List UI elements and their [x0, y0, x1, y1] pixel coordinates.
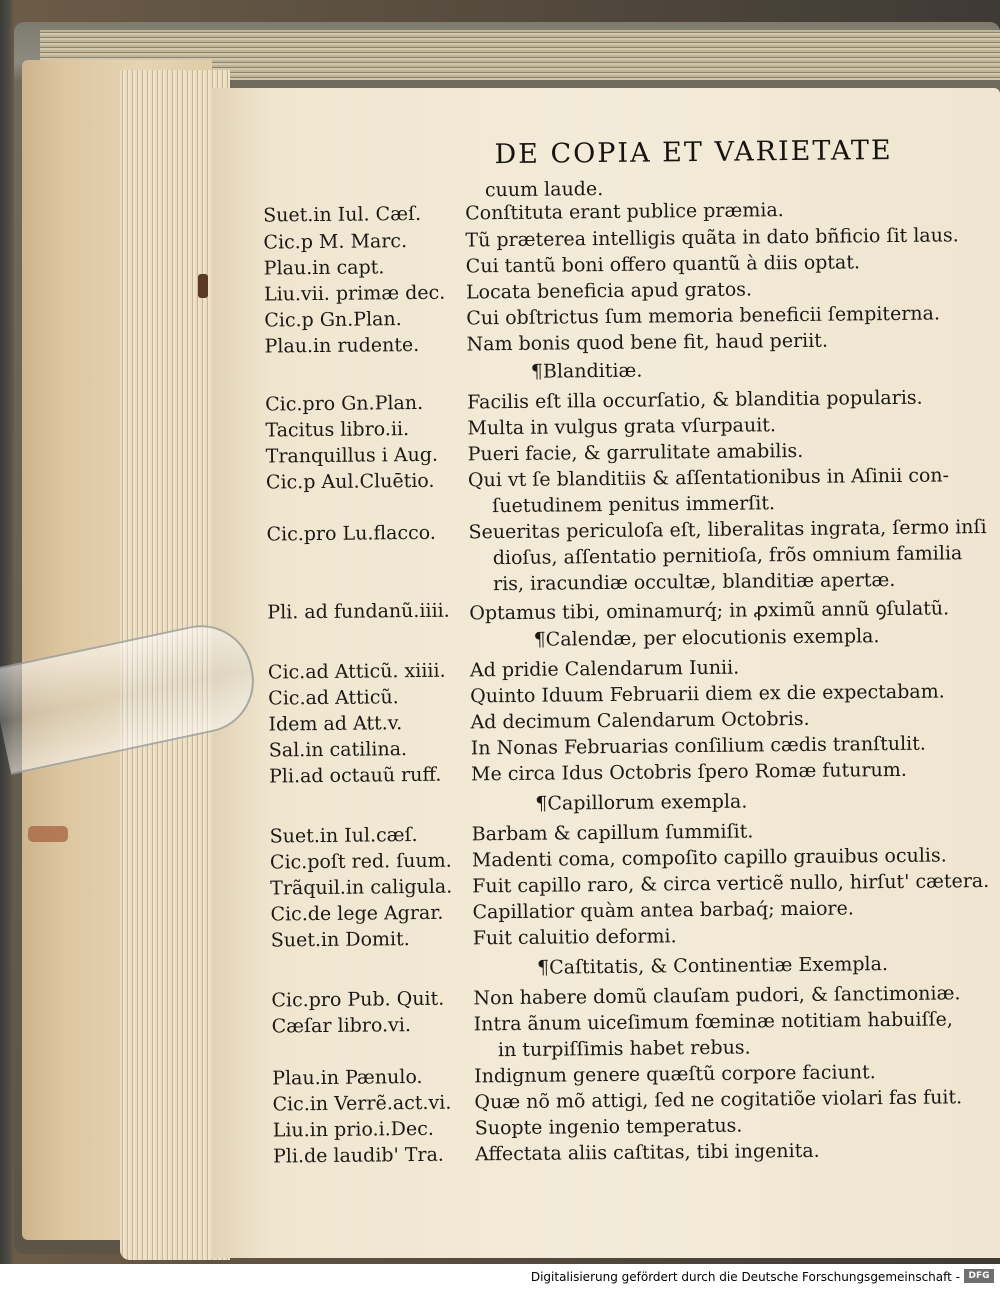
quotation-continuation: in turpiſſimis habet rebus. [497, 1036, 751, 1062]
quotation-text: Quinto Iduum Februarii diem ex die expectabam. [470, 680, 945, 708]
section-heading: ¶Capillorum exempla. [535, 790, 748, 815]
source-citation: Liu.in prio.i.Dec. [272, 1117, 434, 1142]
source-citation: Cic.poſt red. ſuum. [269, 849, 452, 874]
quotation-text: Cui tantũ boni offero quantũ à diis optat. [465, 251, 861, 278]
source-citation: Liu.vii. primæ dec. [263, 281, 446, 306]
quotation-text: Suopte ingenio temperatus. [474, 1114, 743, 1140]
stain-mark [198, 274, 208, 298]
quotation-text: Optamus tibi, ominamurq́; in ꝓximũ annũ ꝯſulatũ. [469, 597, 950, 625]
quotation-continuation: ſuetudinem penitus immerſit. [492, 492, 776, 518]
source-citation: Suet.in Domit. [270, 928, 410, 952]
quotation-continuation: dioſus, aſſentatio pernitioſa, frõs omnium familia [492, 542, 963, 570]
quotation-text: cuum laude. [484, 178, 604, 202]
stain-mark [28, 826, 68, 842]
quotation-text: Madenti coma, compoſito capillo grauibus oculis. [471, 844, 947, 872]
source-citation: Cic.p M. Marc. [263, 230, 408, 254]
quotation-text: Multa in vulgus grata vſurpauit. [467, 414, 777, 440]
source-citation: Idem ad Att.v. [268, 712, 403, 736]
quotation-text: Affectata aliis caſtitas, tibi ingenita. [474, 1139, 820, 1166]
quotation-text: Indignum genere quæſtũ corpore faciunt. [474, 1061, 876, 1088]
quotation-text: Facilis eſt illa occurſatio, & blanditia popularis. [467, 386, 923, 414]
quotation-text: Non habere domũ clauſam pudori, & ſanctimoniæ. [473, 982, 961, 1010]
page-text [206, 84, 1000, 1262]
source-citation: Plau.in capt. [263, 256, 385, 280]
funding-credit: Digitalisierung gefördert durch die Deutsche Forschungsgemeinschaft - [530, 1270, 960, 1284]
source-citation: Cic.ad Atticũ. xiiii. [267, 659, 446, 684]
quotation-text: Intra ãnum uiceſimum fœminæ notitiam habuiſſe, [473, 1008, 953, 1036]
quotation-text: Ad decimum Calendarum Octobris. [470, 707, 810, 734]
source-citation: Cæſar libro.vi. [271, 1014, 412, 1038]
quotation-text: Conſtituta erant publice præmia. [465, 199, 784, 225]
source-citation: Cic.p Gn.Plan. [264, 308, 402, 332]
page-heading: DE COPIA ET VARIETATE [494, 134, 893, 171]
section-heading: ¶Caſtitatis, & Continentiæ Exempla. [536, 953, 889, 979]
source-citation: Suet.in Iul. Cæſ. [263, 202, 422, 227]
quotation-text: Qui vt ſe blanditiis & aſſentationibus in Aſinii con- [467, 464, 950, 492]
quotation-text: Me circa Idus Octobris ſpero Romæ futurum. [470, 758, 907, 786]
source-citation: Cic.de lege Agrar. [270, 901, 444, 926]
source-citation: Plau.in rudente. [264, 333, 420, 358]
quotation-continuation: ris, iracundiæ occultæ, blanditiæ apertæ. [492, 568, 896, 596]
source-citation: Plau.in Pænulo. [272, 1065, 423, 1090]
quotation-text: In Nonas Februarias conſilium cædis tranſtulit. [470, 732, 926, 760]
footer-bar [0, 1264, 1000, 1289]
source-citation: Pli.de laudib' Tra. [272, 1143, 445, 1168]
section-heading: ¶Blanditiæ. [530, 359, 643, 383]
quotation-text: Capillatior quàm antea barbaq́; maiore. [472, 897, 854, 924]
source-citation: Pli. ad fundanũ.iiii. [267, 599, 450, 624]
printed-page [212, 88, 1000, 1258]
source-citation: Cic.pro Pub. Quit. [271, 987, 445, 1012]
quotation-text: Nam bonis quod bene fit, haud periit. [466, 329, 829, 356]
source-citation: Cic.p Aul.Cluētio. [265, 469, 435, 494]
quotation-text: Fuit caluitio deformi. [472, 925, 677, 950]
source-citation: Pli.ad octauũ ruff. [268, 763, 442, 788]
source-citation: Sal.in catilina. [268, 738, 408, 762]
quotation-text: Ad pridie Calendarum Iunii. [469, 656, 740, 682]
quotation-text: Pueri facie, & garrulitate amabilis. [467, 439, 804, 466]
quotation-text: Fuit capillo raro, & circa verticẽ nullo, hirſut' cætera. [472, 869, 990, 898]
source-citation: Trãquil.in caligula. [270, 875, 453, 900]
source-citation: Suet.in Iul.cæſ. [269, 823, 418, 848]
quotation-text: Tũ præterea intelligis quãta in dato bñficio ſit laus. [465, 224, 959, 252]
quotation-text: Quæ nõ mõ attigi, ſed ne cogitatiõe violari fas fuit. [474, 1086, 963, 1114]
source-citation: Cic.pro Gn.Plan. [265, 391, 424, 416]
source-citation: Cic.in Verrẽ.act.vi. [272, 1091, 452, 1116]
source-citation: Cic.pro Lu.flacco. [266, 521, 436, 546]
dfg-logo: DFG [964, 1269, 994, 1283]
quotation-text: Locata beneficia apud gratos. [465, 278, 753, 304]
quotation-text: Cui obſtrictus ſum memoria beneficii ſempiterna. [466, 302, 941, 330]
section-heading: ¶Calendæ, per elocutionis exempla. [533, 625, 880, 651]
quotation-text: Barbam & capillum ſummiſit. [471, 820, 754, 846]
source-citation: Tacitus libro.ii. [265, 418, 410, 442]
source-citation: Cic.ad Atticũ. [268, 686, 399, 710]
source-citation: Tranquillus i Aug. [265, 443, 439, 468]
quotation-text: Seueritas periculoſa eſt, liberalitas ingrata, ſermo inſi [468, 516, 987, 544]
